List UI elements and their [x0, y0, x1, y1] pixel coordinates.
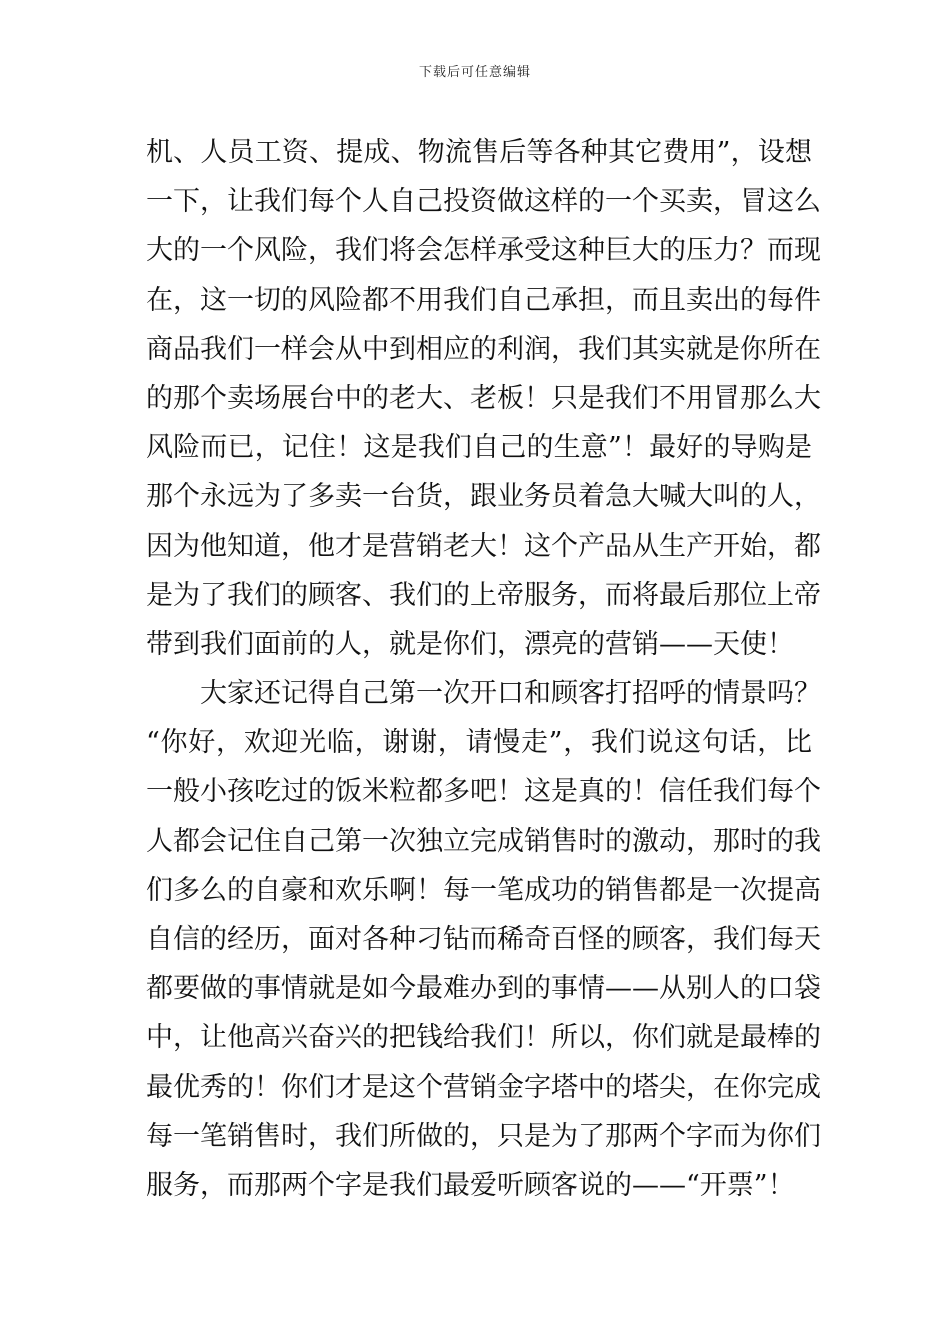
text-line: 风险而已，记住！这是我们自己的生意”！最好的导购是 — [146, 432, 812, 464]
text-line: 那个永远为了多卖一台货，跟业务员着急大喊大叫的人， — [146, 481, 821, 513]
text-line: 一下，让我们每个人自己投资做这样的一个买卖，冒这么 — [146, 186, 821, 218]
text-line: 中，让他高兴奋兴的把钱给我们！所以，你们就是最棒的 — [146, 1022, 821, 1054]
text-line: 们多么的自豪和欢乐啊！每一笔成功的销售都是一次提高 — [146, 874, 821, 906]
text-line: 商品我们一样会从中到相应的利润，我们其实就是你所在 — [146, 333, 821, 365]
text-line: 的那个卖场展台中的老大、老板！只是我们不用冒那么大 — [146, 382, 821, 414]
text-line: 机、人员工资、提成、物流售后等各种其它费用”，设想 — [146, 137, 812, 168]
text-line: 都要做的事情就是如今最难办到的事情——从别人的口袋 — [146, 973, 821, 1005]
page-header: 下载后可任意编辑 — [418, 65, 531, 80]
text-line: 一般小孩吃过的饭米粒都多吧！这是真的！信任我们每个 — [146, 776, 821, 808]
text-line-indented: 大家还记得自己第一次开口和顾客打招呼的情景吗？ — [200, 678, 821, 710]
text-line: 最优秀的！你们才是这个营销金字塔中的塔尖，在你完成 — [146, 1071, 821, 1103]
text-line: 自信的经历，面对各种刁钻而稀奇百怪的顾客，我们每天 — [146, 924, 821, 955]
text-line: 人都会记住自己第一次独立完成销售时的激动，那时的我 — [146, 825, 821, 857]
text-line: 因为他知道，他才是营销老大！这个产品从生产开始，都 — [146, 530, 821, 562]
paragraph-2 — [146, 669, 821, 1210]
text-line: 大的一个风险，我们将会怎样承受这种巨大的压力？而现 — [146, 235, 821, 267]
paragraph-1 — [146, 128, 821, 669]
text-line: “你好，欢迎光临，谢谢，请慢走”，我们说这句话，比 — [146, 727, 812, 759]
text-line: 每一笔销售时，我们所做的，只是为了那两个字而为你们 — [146, 1120, 821, 1152]
text-line: 带到我们面前的人，就是你们，漂亮的营销——天使！ — [146, 628, 794, 660]
text-line: 服务，而那两个字是我们最爱听顾客说的——“开票”！ — [146, 1169, 795, 1201]
document-body — [146, 128, 821, 1210]
text-line: 是为了我们的顾客、我们的上帝服务，而将最后那位上帝 — [146, 579, 821, 611]
text-line: 在，这一切的风险都不用我们自己承担，而且卖出的每件 — [146, 284, 821, 316]
